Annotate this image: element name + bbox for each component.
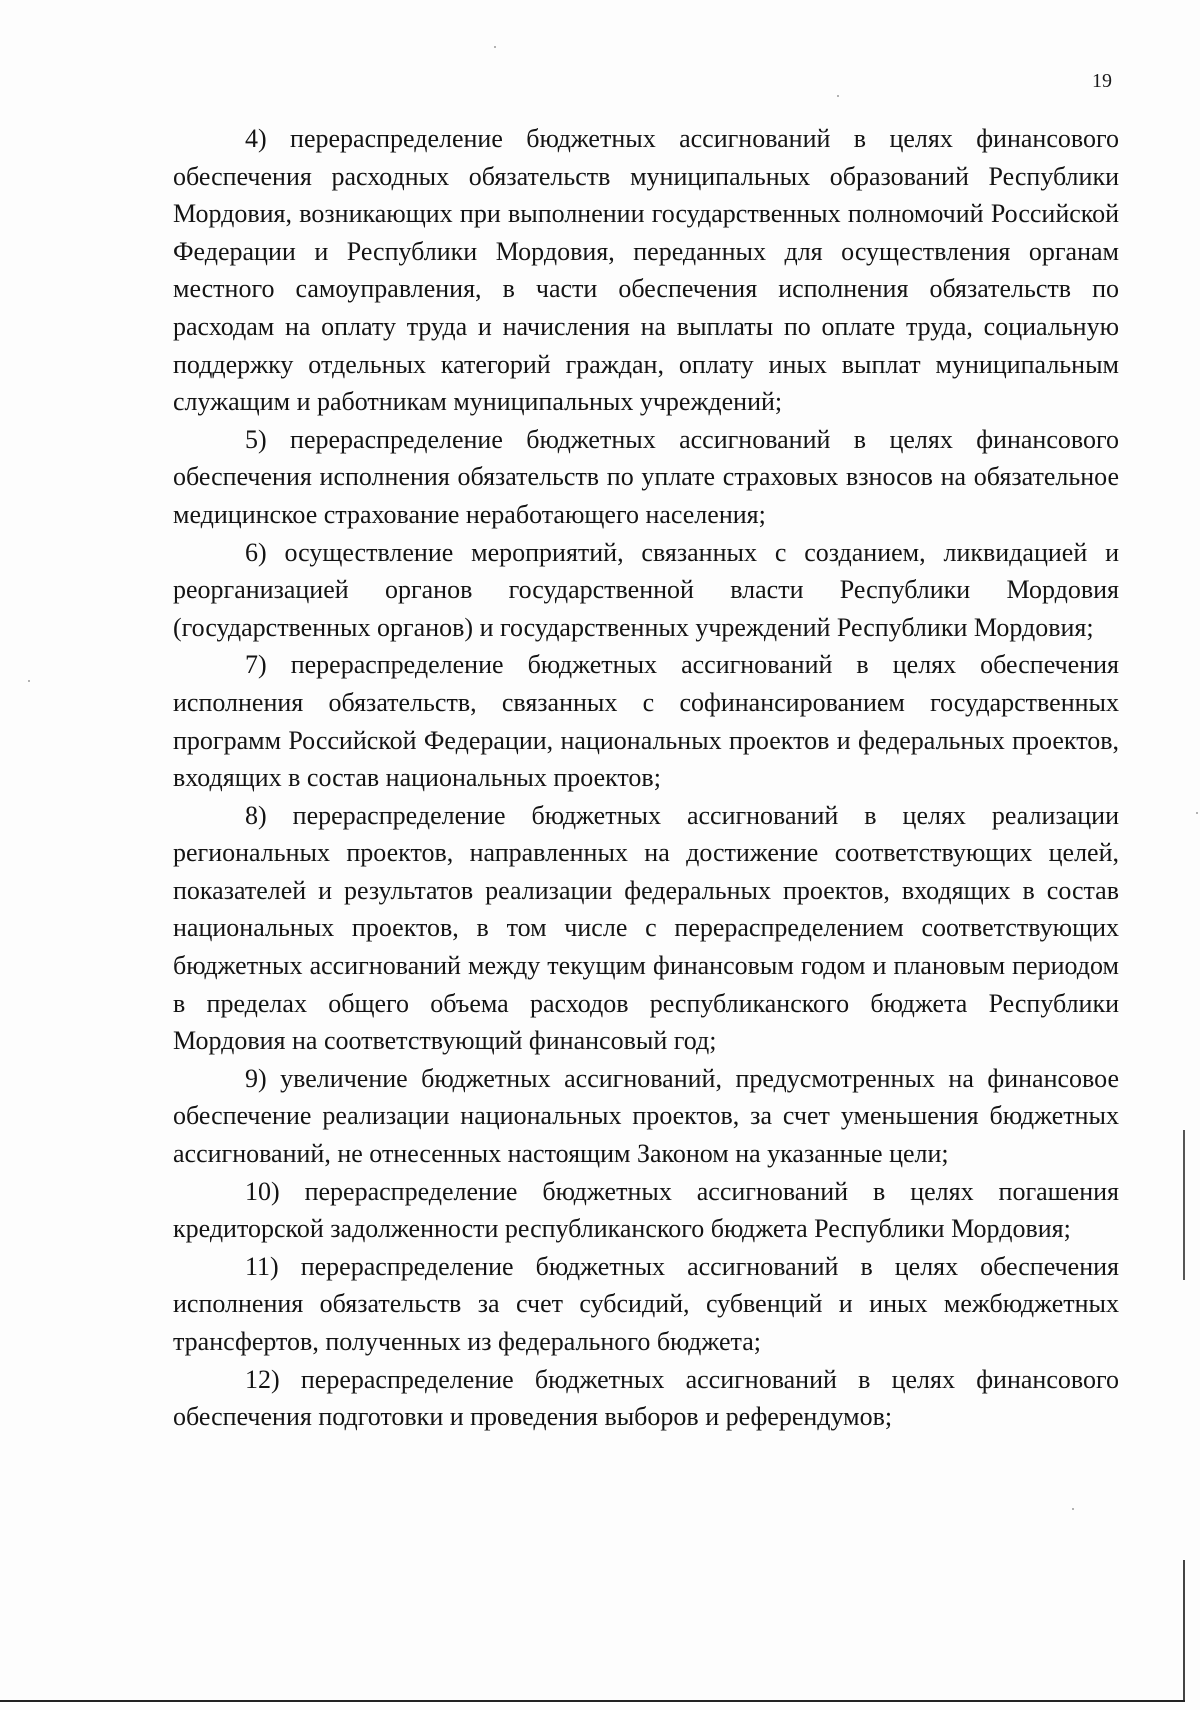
paragraph-7: 7) перераспределение бюджетных ассигнований в целях обеспечения исполнения обязательств, связанных с софинансированием государственных программ Российской Федерации, национальных проектов и федеральных проектов, входящих в состав национальных проектов; bbox=[173, 650, 1119, 793]
paragraph-8: 8) перераспределение бюджетных ассигнований в целях реализации региональных проектов, направленных на достижение соответствующих целей, показателей и результатов реализации федеральных проектов, входящих в состав национальных проектов, в том числе с перераспределением соответствующих бюджетных ассигнований между текущим финансовым годом и плановым периодом в пределах общего объема расходов республиканского бюджета Республики Мордовия на соответствующий финансовый год; bbox=[173, 800, 1119, 1056]
scan-speck bbox=[1196, 812, 1198, 814]
paragraph-4: 4) перераспределение бюджетных ассигнований в целях финансового обеспечения расходных обязательств муниципальных образований Республики Мордовия, возникающих при выполнении государственных полномочий Российской Федерации и Республики Мордовия, переданных для осуществления органам местного самоуправления, в части обеспечения исполнения обязательств по расходам на оплату труда и начисления на выплаты по оплате труда, социальную поддержку отдельных категорий граждан, оплату иных выплат муниципальным служащим и работникам муниципальных учреждений; bbox=[173, 124, 1119, 417]
scan-speck bbox=[1072, 1508, 1074, 1510]
paragraph-11: 11) перераспределение бюджетных ассигнований в целях обеспечения исполнения обязательств за счет субсидий, субвенций и иных межбюджетных трансфертов, полученных из федерального бюджета; bbox=[173, 1251, 1119, 1356]
paragraph-9: 9) увеличение бюджетных ассигнований, предусмотренных на финансовое обеспечение реализации национальных проектов, за счет уменьшения бюджетных ассигнований, не отнесенных настоящим Законом на указанные цели; bbox=[173, 1063, 1119, 1169]
paragraph-5: 5) перераспределение бюджетных ассигнований в целях финансового обеспечения исполнения обязательств по уплате страховых взносов на обязательное медицинское страхование неработающего населения; bbox=[173, 424, 1119, 529]
scan-speck bbox=[28, 680, 30, 682]
paragraph-6: 6) осуществление мероприятий, связанных с созданием, ликвидацией и реорганизацией органов государственной власти Республики Мордовия (государственных органов) и государственных учреждений Республики Мордовия; bbox=[173, 537, 1119, 642]
paragraph-12: 12) перераспределение бюджетных ассигнований в целях финансового обеспечения подготовки и проведения выборов и референдумов; bbox=[173, 1364, 1119, 1432]
scan-right-edge-line bbox=[1183, 1130, 1185, 1280]
scan-right-edge-line-lower bbox=[1183, 1560, 1185, 1700]
scan-speck bbox=[494, 46, 496, 48]
document-body bbox=[173, 120, 1119, 1436]
page-number: 19 bbox=[1092, 70, 1112, 92]
paragraph-10: 10) перераспределение бюджетных ассигнований в целях погашения кредиторской задолженности республиканского бюджета Республики Мордовия; bbox=[173, 1176, 1119, 1244]
scan-speck bbox=[837, 95, 839, 97]
scan-bottom-edge-line bbox=[0, 1700, 1185, 1702]
